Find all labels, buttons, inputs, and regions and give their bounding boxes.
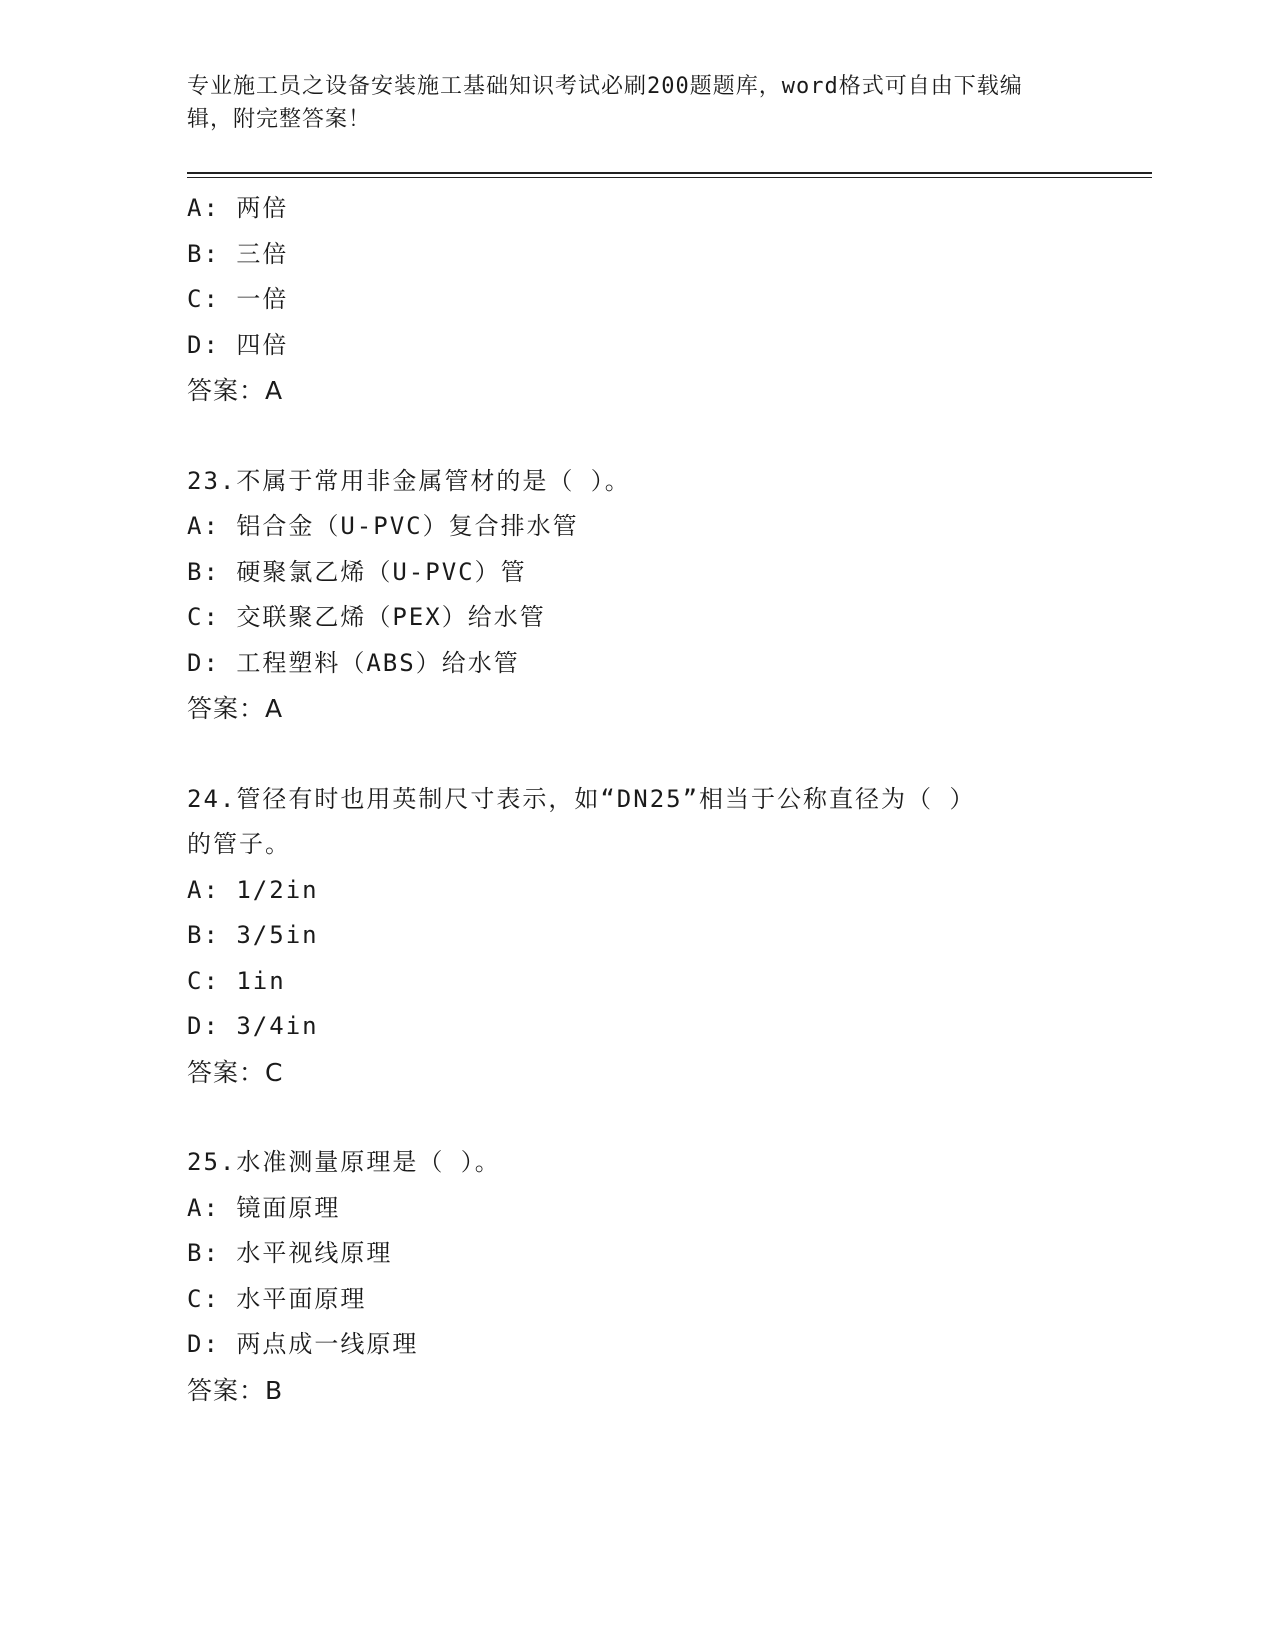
option-d: D: 工程塑料（ABS）给水管 bbox=[187, 648, 520, 677]
question-text-line-2: 的管子。 bbox=[187, 830, 291, 858]
answer: 答案：A bbox=[187, 376, 284, 405]
document-header: 专业施工员之设备安装施工基础知识考试必刷200题题库，word格式可自由下载编辑，附完整答案！ bbox=[187, 74, 1023, 132]
question-24 bbox=[187, 777, 1152, 1096]
option-b: B: 三倍 bbox=[187, 239, 289, 268]
answer: 答案：C bbox=[187, 1057, 284, 1087]
option-d: D: 两点成一线原理 bbox=[187, 1330, 419, 1358]
option-b: B: 水平视线原理 bbox=[187, 1239, 393, 1267]
option-a: A: 1/2in bbox=[187, 875, 319, 904]
option-c: C: 水平面原理 bbox=[187, 1284, 367, 1313]
option-c: C: 1in bbox=[187, 966, 286, 995]
option-a: A: 铝合金（U-PVC）复合排水管 bbox=[187, 512, 579, 540]
question-23 bbox=[187, 459, 1152, 732]
document-page bbox=[187, 70, 1152, 1413]
option-d: D: 四倍 bbox=[187, 330, 289, 359]
option-a: A: 镜面原理 bbox=[187, 1193, 341, 1222]
option-c: C: 一倍 bbox=[187, 285, 289, 313]
option-b: B: 硬聚氯乙烯（U-PVC）管 bbox=[187, 557, 527, 586]
question-25 bbox=[187, 1140, 1152, 1413]
answer: 答案：A bbox=[187, 694, 284, 723]
option-d: D: 3/4in bbox=[187, 1012, 319, 1040]
header-rule bbox=[187, 172, 1152, 178]
option-b: B: 3/5in bbox=[187, 921, 319, 949]
answer: 答案：B bbox=[187, 1375, 284, 1405]
question-text: 25.水准测量原理是（ ）。 bbox=[187, 1148, 501, 1176]
question-text-line-1: 24.管径有时也用英制尺寸表示，如“DN25”相当于公称直径为（ ） bbox=[187, 784, 976, 813]
option-a: A: 两倍 bbox=[187, 194, 289, 222]
option-c: C: 交联聚乙烯（PEX）给水管 bbox=[187, 603, 546, 631]
question-text: 23.不属于常用非金属管材的是（ ）。 bbox=[187, 466, 631, 495]
question-22 bbox=[187, 186, 1152, 414]
